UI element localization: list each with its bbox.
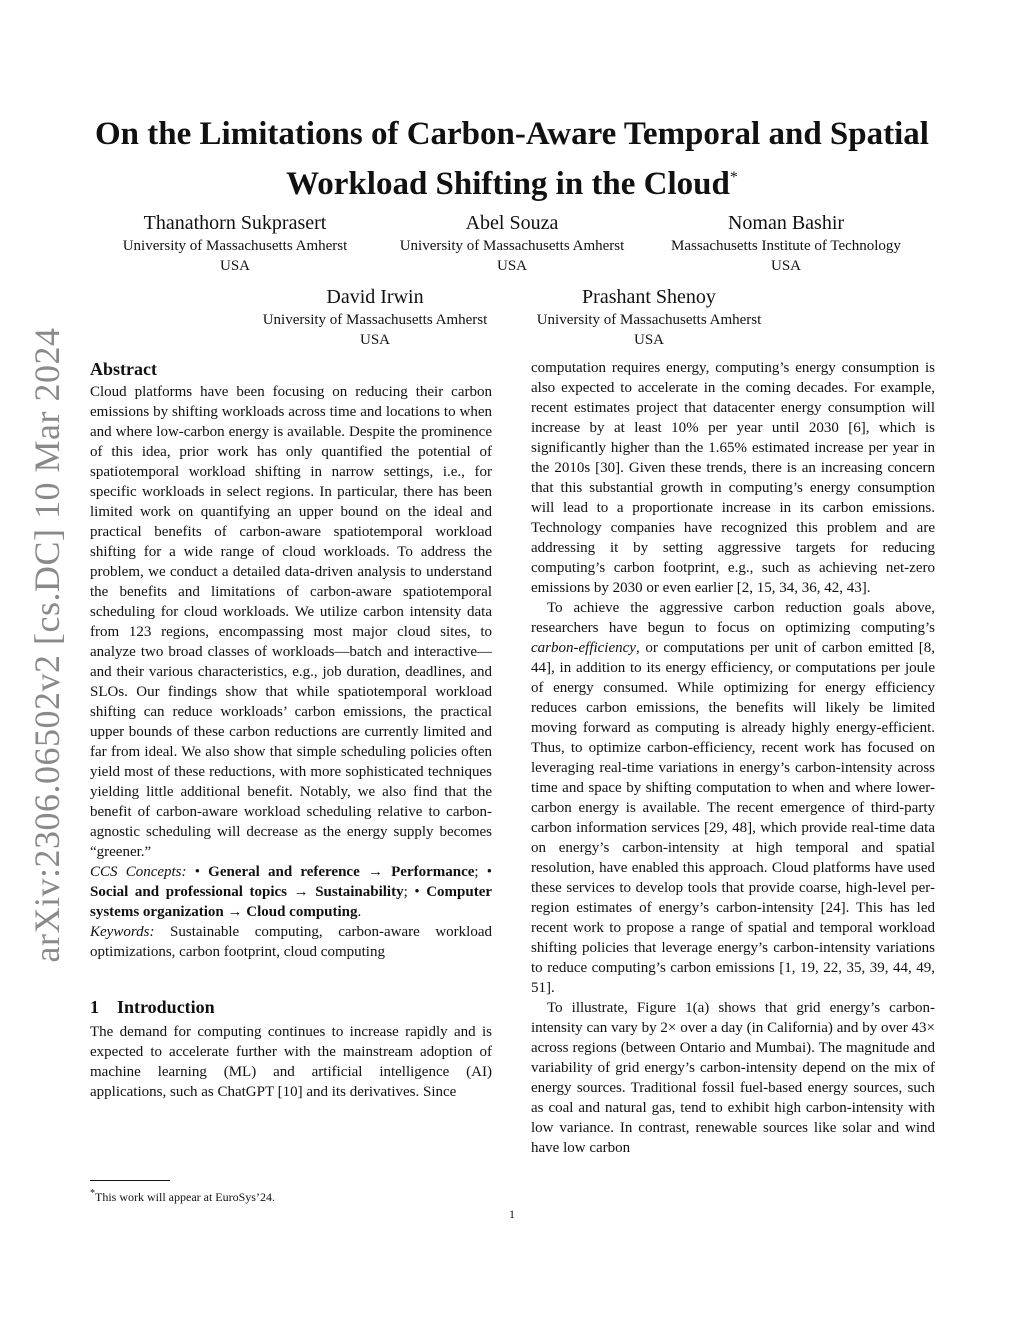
title-text: On the Limitations of Carbon-Aware Temporal and Spatial Workload Shifting in the Cloud (95, 116, 929, 202)
author-country: USA (770, 258, 801, 274)
ccs-term: Cloud computing (246, 904, 358, 920)
author-block (230, 284, 520, 350)
author-name: Thanathorn Sukprasert (143, 212, 327, 234)
keywords-label: Keywords: (90, 924, 155, 940)
paragraph-text: , or computations per unit of carbon emitted [8, 44], in addition to its energy efficiency, or computations per joule of energy consumed. While optimizing for energy efficiency reduces carbon emissions, the benefits will likely be limited moving forward as computing is already highly energy-efficient. Thus, to optimize carbon-efficiency, recent work has focused on leveraging real-time variations in energy’s carbon-intensity across time and space by shifting computation to when and where lower-carbon energy is available. The recent emergence of third-party carbon information services [29, 48], which provide real-time data on energy’s carbon-intensity at high temporal and spatial resolution, have enabled this approach. Cloud platforms have used these services to develop tools that provide coarse, high-level per-region estimates of energy’s carbon-intensity [24]. This has led recent work to propose a range of spatial and temporal workload shifting policies that leverage energy’s carbon-intensity variations to reduce computing’s carbon emissions [1, 19, 22, 35, 39, 44, 49, 51]. (531, 640, 935, 996)
left-column (90, 358, 492, 1102)
ccs-term: Social and professional topics (90, 884, 288, 900)
emphasis-term: carbon-efficiency (531, 640, 636, 656)
ccs-arrow: → (293, 884, 309, 900)
footnote-text: This work will appear at EuroSys’24. (95, 1190, 275, 1204)
page-number: 1 (509, 1207, 515, 1221)
section-number: 1 (90, 997, 99, 1017)
author-name: Noman Bashir (727, 212, 845, 234)
section-heading (90, 996, 492, 1018)
ccs-bullet: • (194, 864, 200, 880)
arxiv-stamp (24, 327, 70, 963)
intro-paragraph (531, 598, 935, 998)
section-title: Introduction (117, 997, 215, 1017)
right-column (531, 358, 935, 1158)
author-affiliation: University of Massachusetts Amherst (122, 238, 348, 254)
intro-paragraph: computation requires energy, computing’s energy consumption is also expected to accelerate in the coming decades. For example, recent estimates project that datacenter energy consumption will increase by at least 10% per year until 2030 [6], which is significantly higher than the 1.65% estimated increase per year in the 2010s [30]. Given these trends, there is an increasing concern that this substantial growth in computing’s energy consumption will lead to a proportionate increase in its carbon emissions. Technology companies have recognized this problem and are addressing it by setting aggressive targets for reducing computing’s carbon footprint, e.g., such as achieving net-zero emissions by 2030 or even earlier [2, 15, 34, 36, 42, 43]. (531, 360, 935, 596)
author-country: USA (633, 332, 664, 348)
title-footnote-mark: * (729, 169, 738, 186)
ccs-bullet: • (414, 884, 420, 900)
author-block (641, 210, 931, 276)
ccs-separator: ; (474, 864, 479, 880)
author-block (90, 210, 380, 276)
author-country: USA (496, 258, 527, 274)
author-name: Abel Souza (465, 212, 559, 234)
author-affiliation: University of Massachusetts Amherst (399, 238, 625, 254)
ccs-label: CCS Concepts: (90, 864, 187, 880)
footnote-rule (90, 1180, 170, 1181)
keywords (90, 922, 492, 962)
ccs-term: Computer systems organization (90, 884, 493, 920)
author-affiliation: Massachusetts Institute of Technology (671, 238, 901, 254)
author-block (504, 284, 794, 350)
author-affiliation: University of Massachusetts Amherst (262, 312, 488, 328)
paragraph-text: To achieve the aggressive carbon reduction goals above, researchers have begun to focus on optimizing computing’s (531, 600, 935, 636)
ccs-term: Performance (391, 864, 475, 880)
ccs-bullet: • (486, 864, 493, 880)
author-name: David Irwin (326, 286, 424, 308)
author-name: Prashant Shenoy (582, 286, 716, 308)
ccs-end: . (357, 904, 362, 920)
ccs-separator: ; (403, 884, 408, 900)
author-block (367, 210, 657, 276)
author-country: USA (219, 258, 250, 274)
abstract-text: Cloud platforms have been focusing on reducing their carbon emissions by shifting workloads across time and locations to when and where low-carbon energy is available. Despite the prominence of this idea, prior work has only quantified the potential of spatiotemporal workload shifting in narrow settings, i.e., for specific workloads in select regions. In particular, there has been limited work on quantifying an upper bound on the ideal and practical benefits of carbon-aware spatiotemporal workload shifting for a wide range of cloud workloads. To address the problem, we conduct a detailed data-driven analysis to understand the benefits and limitations of carbon-aware spatiotemporal scheduling for cloud workloads. We utilize carbon intensity data from 123 regions, encompassing most major cloud sites, to analyze two broad classes of workloads—batch and interactive—and their various characteristics, e.g., job duration, deadlines, and SLOs. Our findings show that while spatiotemporal workload shifting can reduce workloads’ carbon emissions, the practical upper bounds of these carbon reductions are currently limited and far from ideal. We also show that simple scheduling policies often yield most of these reductions, with more sophisticated techniques yielding little additional benefit. Notably, we also find that the benefit of carbon-aware workload scheduling relative to carbon-agnostic scheduling will decrease as the energy supply becomes “greener.” (90, 384, 492, 860)
author-affiliation: University of Massachusetts Amherst (536, 312, 762, 328)
ccs-term: General and reference (208, 864, 360, 880)
ccs-concepts (90, 862, 492, 922)
footnote (90, 1186, 275, 1205)
ccs-arrow: → (227, 904, 243, 920)
intro-paragraph: The demand for computing continues to increase rapidly and is expected to accelerate further with the mainstream adoption of machine learning (ML) and artificial intelligence (AI) applications, such as ChatGPT [10] and its derivatives. Since (90, 1024, 492, 1100)
abstract-heading: Abstract (90, 359, 157, 379)
ccs-arrow: → (367, 864, 383, 880)
intro-paragraph: To illustrate, Figure 1(a) shows that grid energy’s carbon-intensity can vary by 2× over a day (in California) and by over 43× across regions (between Ontario and Mumbai). The magnitude and variability of grid energy’s carbon-intensity depend on the mix of energy sources. Traditional fossil fuel-based energy sources, such as coal and natural gas, tend to exhibit high carbon-intensity with low variance. In contrast, renewable sources like solar and wind have low carbon (531, 1000, 935, 1156)
ccs-term: Sustainability (315, 884, 404, 900)
author-country: USA (359, 332, 390, 348)
keywords-text: Sustainable computing, carbon-aware workload optimizations, carbon footprint, cloud computing (90, 924, 493, 960)
arxiv-identifier: arXiv:2306.06502v2 [cs.DC] 10 Mar 2024 (27, 327, 67, 963)
footnote-mark: * (90, 1188, 95, 1199)
paper-title (80, 112, 944, 206)
